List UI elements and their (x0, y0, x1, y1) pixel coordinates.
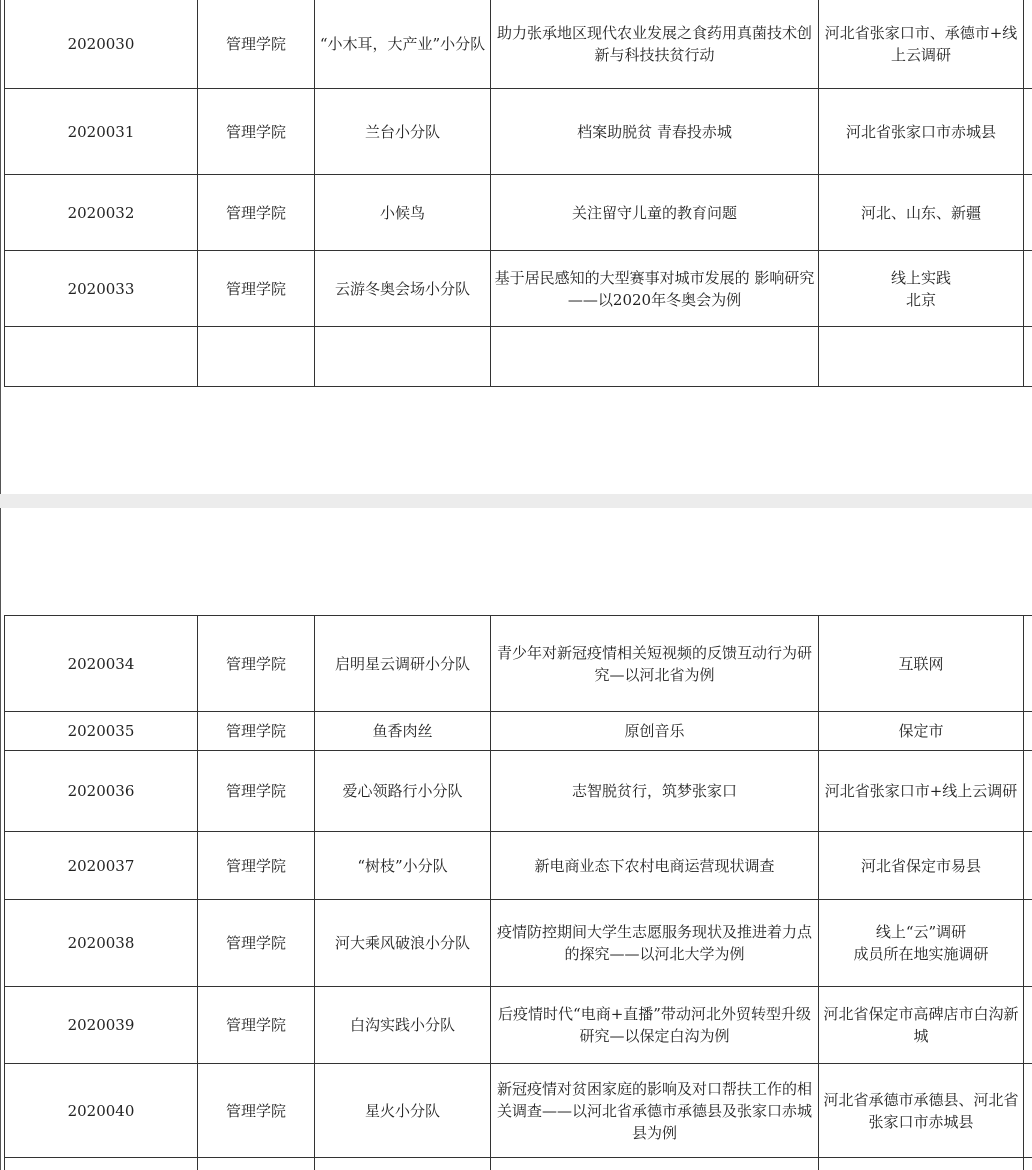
location-cell (819, 327, 1024, 387)
college-cell: 管理学院 (198, 751, 315, 832)
project-title-cell: 助力张承地区现代农业发展之食药用真菌技术创新与科技扶贫行动 (491, 0, 819, 89)
cut-off-cell (1024, 832, 1032, 900)
college-cell: 管理学院 (198, 251, 315, 327)
table-row (5, 175, 1032, 251)
college-cell (198, 327, 315, 387)
location-cell: 线上实践 北京 (819, 251, 1024, 327)
project-table-1 (4, 0, 1032, 387)
page-left-edge (0, 508, 1, 1170)
cut-off-cell (1024, 987, 1032, 1064)
team-name-cell: “树枝”小分队 (315, 832, 491, 900)
cut-off-cell (1024, 1064, 1032, 1158)
cut-off-cell (1024, 712, 1032, 751)
table-row (5, 251, 1032, 327)
team-name-cell: 兰台小分队 (315, 89, 491, 175)
table-row (5, 712, 1032, 751)
college-cell: 管理学院 (198, 0, 315, 89)
team-name-cell: 鱼香肉丝 (315, 712, 491, 751)
project-title-cell: 后疫情时代“电商+直播”带动河北外贸转型升级研究—以保定白沟为例 (491, 987, 819, 1064)
location-cell: 河北省张家口市+线上云调研 (819, 751, 1024, 832)
team-name-cell: 白沟实践小分队 (315, 987, 491, 1064)
page-separator (0, 494, 1032, 508)
project-table-2 (4, 615, 1032, 1170)
location-cell: 保定市 (819, 712, 1024, 751)
project-id-cell: 2020034 (5, 616, 198, 712)
table-row (5, 1158, 1032, 1170)
document-page-1 (0, 0, 1032, 494)
college-cell: 管理学院 (198, 89, 315, 175)
college-cell (198, 1158, 315, 1170)
project-id-cell (5, 1158, 198, 1170)
location-cell: 线上“云”调研 成员所在地实施调研 (819, 900, 1024, 987)
project-title-cell (491, 327, 819, 387)
college-cell: 管理学院 (198, 712, 315, 751)
project-id-cell: 2020031 (5, 89, 198, 175)
project-title-cell: 青少年对新冠疫情相关短视频的反馈互动行为研究—以河北省为例 (491, 616, 819, 712)
project-title-cell: 志智脱贫行，筑梦张家口 (491, 751, 819, 832)
location-cell: 河北、山东、新疆 (819, 175, 1024, 251)
table-row (5, 0, 1032, 89)
table-row (5, 327, 1032, 387)
cut-off-cell (1024, 900, 1032, 987)
team-name-cell: 云游冬奥会场小分队 (315, 251, 491, 327)
cut-off-cell (1024, 1158, 1032, 1170)
project-title-cell (491, 1158, 819, 1170)
team-name-cell: 小候鸟 (315, 175, 491, 251)
project-title-cell: 基于居民感知的大型赛事对城市发展的 影响研究——以2020年冬奥会为例 (491, 251, 819, 327)
project-id-cell: 2020039 (5, 987, 198, 1064)
project-title-cell: 关注留守儿童的教育问题 (491, 175, 819, 251)
team-name-cell: 星火小分队 (315, 1064, 491, 1158)
project-title-cell: 新电商业态下农村电商运营现状调查 (491, 832, 819, 900)
project-id-cell (5, 327, 198, 387)
page-left-edge (0, 0, 1, 494)
team-name-cell: 启明星云调研小分队 (315, 616, 491, 712)
table-row (5, 751, 1032, 832)
project-id-cell: 2020040 (5, 1064, 198, 1158)
team-name-cell: “小木耳，大产业”小分队 (315, 0, 491, 89)
team-name-cell: 河大乘风破浪小分队 (315, 900, 491, 987)
cut-off-cell (1024, 175, 1032, 251)
project-id-cell: 2020038 (5, 900, 198, 987)
project-id-cell: 2020036 (5, 751, 198, 832)
location-cell: 河北省张家口市、承德市+线上云调研 (819, 0, 1024, 89)
college-cell: 管理学院 (198, 1064, 315, 1158)
project-title-cell: 原创音乐 (491, 712, 819, 751)
location-cell (819, 1158, 1024, 1170)
location-cell: 河北省承德市承德县、河北省张家口市赤城县 (819, 1064, 1024, 1158)
cut-off-cell (1024, 327, 1032, 387)
table-row (5, 89, 1032, 175)
college-cell: 管理学院 (198, 616, 315, 712)
location-cell: 河北省张家口市赤城县 (819, 89, 1024, 175)
location-cell: 河北省保定市高碑店市白沟新城 (819, 987, 1024, 1064)
cut-off-cell (1024, 251, 1032, 327)
college-cell: 管理学院 (198, 987, 315, 1064)
project-id-cell: 2020032 (5, 175, 198, 251)
project-title-cell: 疫情防控期间大学生志愿服务现状及推进着力点的探究——以河北大学为例 (491, 900, 819, 987)
location-cell: 河北省保定市易县 (819, 832, 1024, 900)
team-name-cell: 爱心领路行小分队 (315, 751, 491, 832)
cut-off-cell (1024, 616, 1032, 712)
table-row (5, 1064, 1032, 1158)
table-row (5, 987, 1032, 1064)
project-id-cell: 2020035 (5, 712, 198, 751)
project-id-cell: 2020030 (5, 0, 198, 89)
location-cell: 互联网 (819, 616, 1024, 712)
cut-off-cell (1024, 0, 1032, 89)
project-title-cell: 档案助脱贫 青春投赤城 (491, 89, 819, 175)
document-page-2 (0, 508, 1032, 1170)
college-cell: 管理学院 (198, 832, 315, 900)
table-row (5, 900, 1032, 987)
project-id-cell: 2020037 (5, 832, 198, 900)
table-row (5, 832, 1032, 900)
team-name-cell (315, 327, 491, 387)
cut-off-cell (1024, 89, 1032, 175)
cut-off-cell (1024, 751, 1032, 832)
team-name-cell (315, 1158, 491, 1170)
project-id-cell: 2020033 (5, 251, 198, 327)
project-title-cell: 新冠疫情对贫困家庭的影响及对口帮扶工作的相关调查——以河北省承德市承德县及张家口赤城县为例 (491, 1064, 819, 1158)
college-cell: 管理学院 (198, 175, 315, 251)
table-row (5, 616, 1032, 712)
college-cell: 管理学院 (198, 900, 315, 987)
